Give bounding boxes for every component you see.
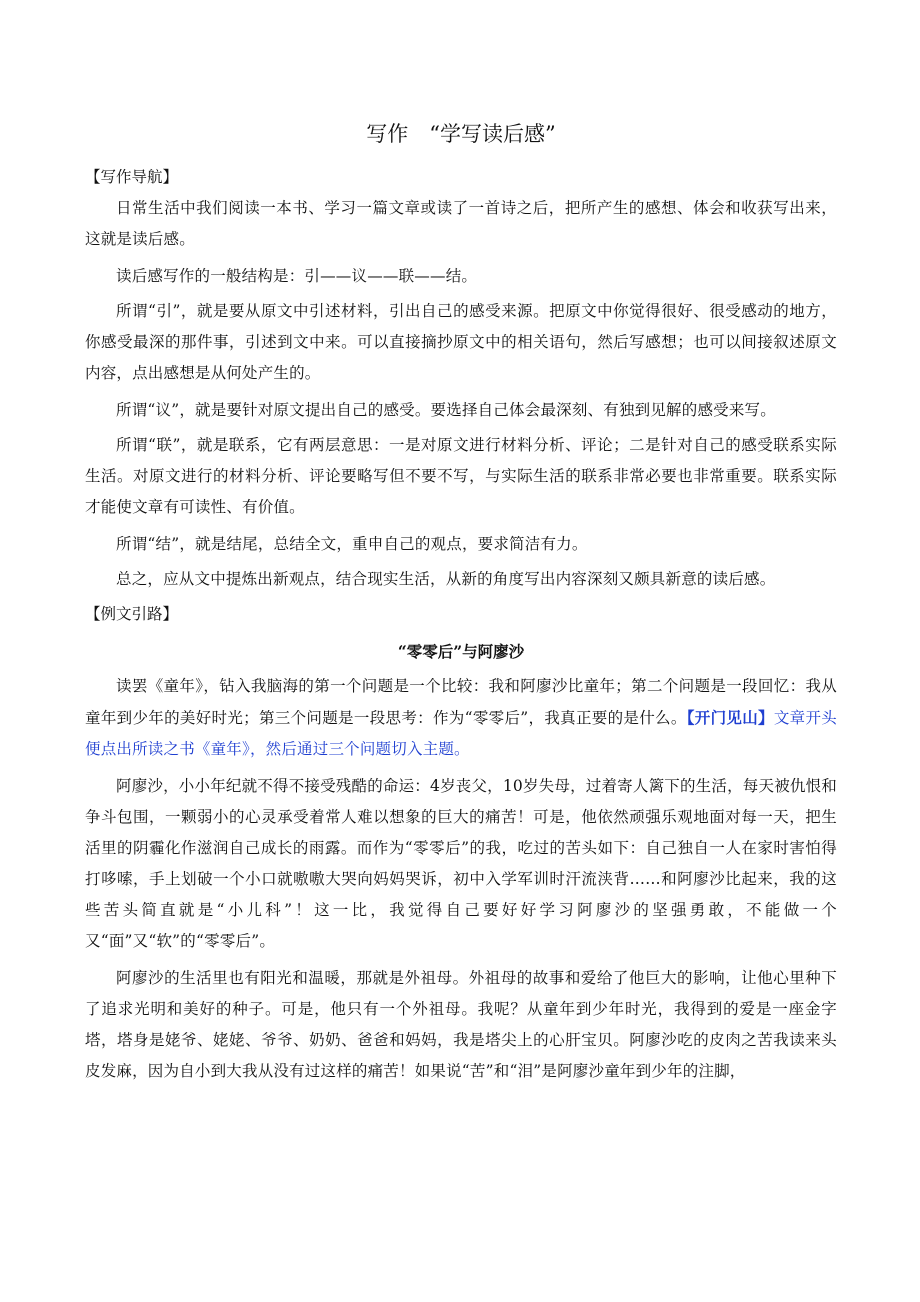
- essay-paragraph-1: [85, 671, 837, 765]
- essay-title: “零零后”与阿廖沙: [397, 642, 525, 661]
- essay-paragraph-2: 阿廖沙，小小年纪就不得不接受残酷的命运：4岁丧父，10岁失母，过着寄人篱下的生活，每天被仇恨和争斗包围，一颗弱小的心灵承受着常人难以想象的巨大的痛苦！可是，他依然顽强乐观地面对每一天，把生活里的阴霾化作滋润自己成长的雨露。而作为“零零后”的我，吃过的苦头如下：自己独自一人在家时害怕得打哆嗦，手上划破一个小口就嗷嗷大哭向妈妈哭诉，初中入学军训时汗流浃背……和阿廖沙比起来，我的这些苦头简直就是“小儿科”！这一比，我觉得自己要好好学习阿廖沙的坚强勇敢，不能做一个又“面”又“软”的“零零后”。: [85, 777, 837, 950]
- guide-paragraph-6: 所谓“结”，就是结尾，总结全文，重申自己的观点，要求简洁有力。: [116, 535, 588, 553]
- guide-paragraph-7: 总之，应从文中提炼出新观点，结合现实生活，从新的角度写出内容深刻又颇具新意的读后感。: [116, 570, 776, 588]
- annotation-text: 文章开头便点出所读之书《童年》，然后通过三个问题切入主题。: [85, 709, 837, 758]
- annotation-tag: 【开门见山】: [686, 708, 774, 727]
- guide-paragraph-3: 所谓“引”，就是要从原文中引述材料，引出自己的感受来源。把原文中你觉得很好、很受感动的地方，你感受最深的那件事，引述到文中来。可以直接摘抄原文中的相关语句，然后写感想；也可以间接叙述原文内容，点出感想是从何处产生的。: [85, 302, 837, 382]
- guide-paragraph-5: 所谓“联”，就是联系，它有两层意思：一是对原文进行材料分析、评论；二是针对自己的感受联系实际生活。对原文进行的材料分析、评论要略写但不要不写，与实际生活的联系非常必要也非常重要。联系实际才能使文章有可读性、有价值。: [85, 436, 837, 516]
- guide-paragraph-2: 读后感写作的一般结构是：引——议——联——结。: [116, 267, 478, 285]
- essay-paragraph-3: 阿廖沙的生活里也有阳光和温暖，那就是外祖母。外祖母的故事和爱给了他巨大的影响，让他心里种下了追求光明和美好的种子。可是，他只有一个外祖母。我呢？从童年到少年时光，我得到的爱是一座金字塔，塔身是姥爷、姥姥、爷爷、奶奶、爸爸和妈妈，我是塔尖上的心肝宝贝。阿廖沙吃的皮肉之苦我读来头皮发麻，因为自小到大我从没有过这样的痛苦！如果说“苦”和“泪”是阿廖沙童年到少年的注脚，: [85, 969, 837, 1080]
- essay-paragraph-1-text: 读罢《童年》，钻入我脑海的第一个问题是一个比较：我和阿廖沙比童年；第二个问题是一段回忆：我从童年到少年的美好时光；第三个问题是一段思考：作为“零零后”，我真正要的是什么。: [85, 677, 837, 727]
- guide-paragraph-4: 所谓“议”，就是要针对原文提出自己的感受。要选择自己体会最深刻、有独到见解的感受来写。: [116, 401, 776, 419]
- example-heading: 【例文引路】: [85, 605, 179, 623]
- guide-paragraph-1: 日常生活中我们阅读一本书、学习一篇文章或读了一首诗之后，把所产生的感想、体会和收获写出来，这就是读后感。: [85, 199, 837, 248]
- document-page: [85, 112, 837, 1093]
- page-title: 写作 “学写读后感”: [366, 122, 556, 146]
- guide-heading: 【写作导航】: [85, 168, 179, 186]
